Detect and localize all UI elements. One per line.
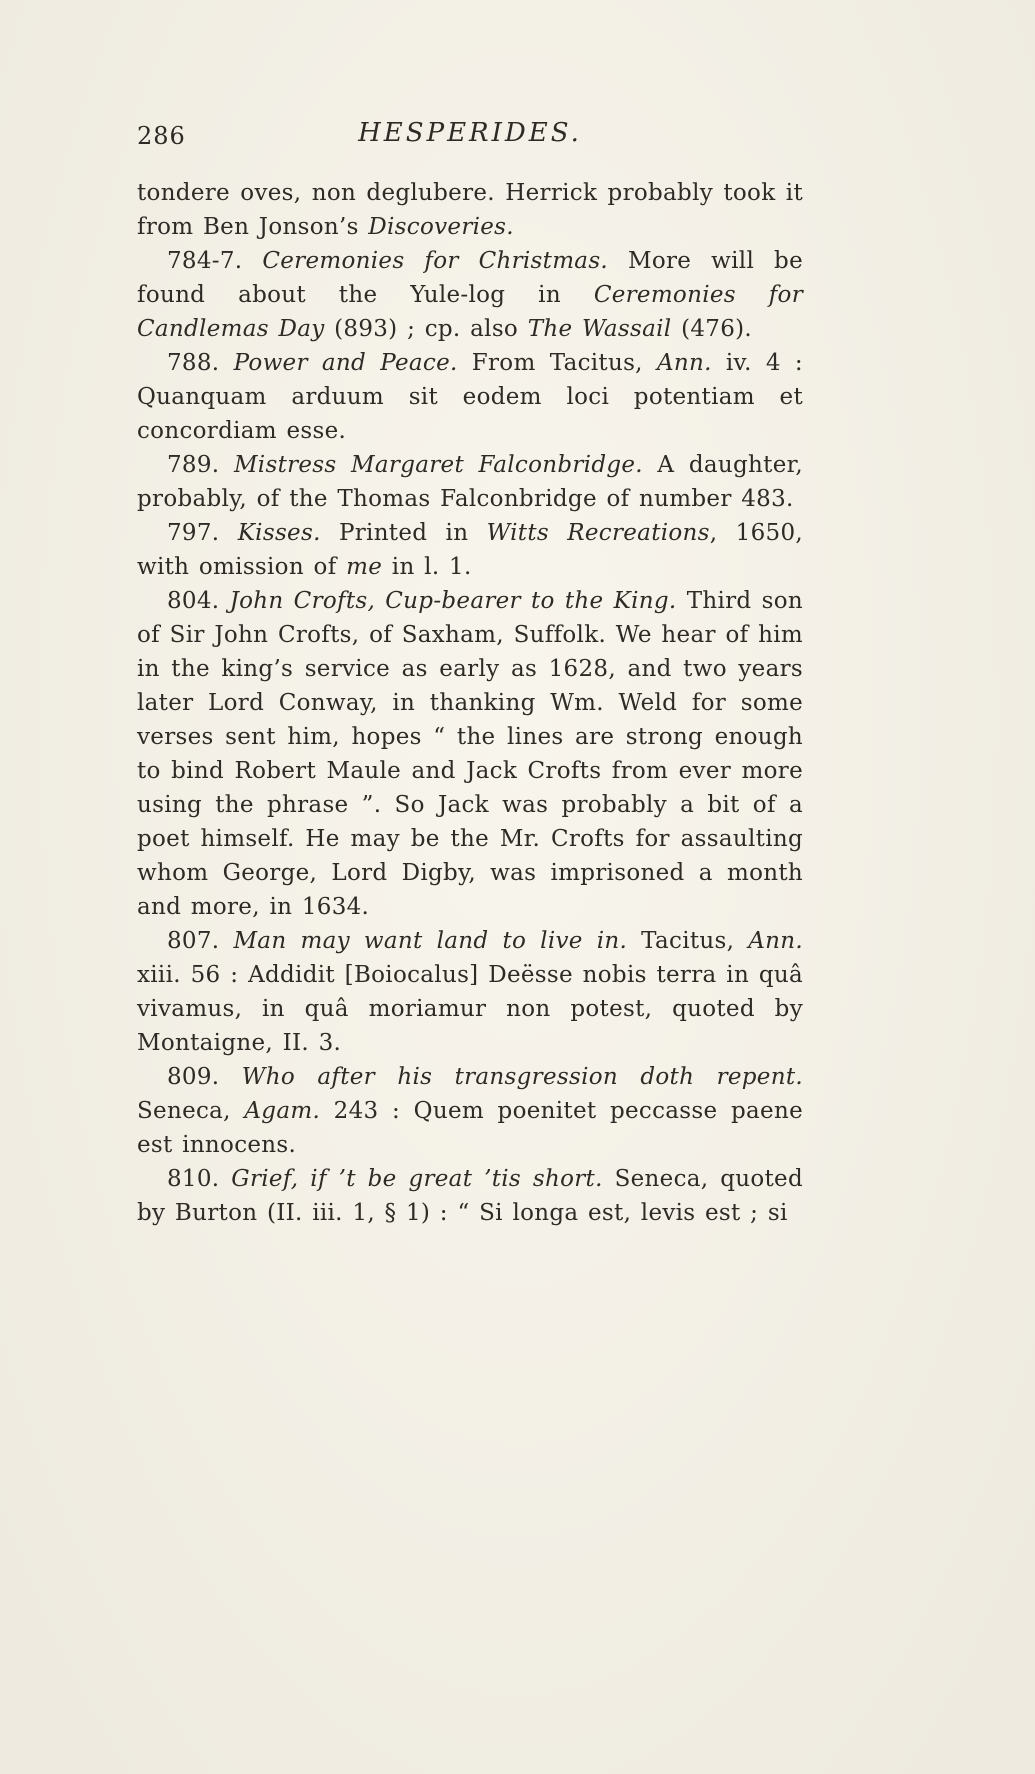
paragraph bbox=[137, 244, 803, 346]
paragraph bbox=[137, 584, 803, 924]
text-run: tondere oves, non deglubere. Herrick probably took it from Ben Jonson’s bbox=[137, 180, 803, 240]
paragraph bbox=[137, 346, 803, 448]
text-run: 810. bbox=[167, 1166, 232, 1192]
text-run: Seneca, bbox=[137, 1098, 245, 1124]
paragraph bbox=[137, 1162, 803, 1230]
text-run: Seneca, quoted by Burton (II. iii. 1, § 1) : “ Si longa est, levis est ; si bbox=[137, 1166, 803, 1226]
italic-text: me bbox=[346, 554, 383, 580]
text-run: From Tacitus, bbox=[457, 350, 657, 376]
italic-text: Ann. bbox=[656, 350, 712, 376]
page-header bbox=[137, 118, 803, 158]
text-run: 807. bbox=[167, 928, 234, 954]
text-run: , 1650, with omission of bbox=[137, 520, 803, 580]
text-run: More will be found about the Yule-log in bbox=[137, 248, 803, 308]
text-run: in l. 1. bbox=[382, 554, 472, 580]
text-run: A daughter, probably, of the Thomas Falconbridge of number 483. bbox=[137, 452, 803, 512]
text-run: xiii. 56 : Addidit [Boiocalus] Deësse nobis terra in quâ vivamus, in quâ moriamur non potest, quoted by Montaigne, II. 3. bbox=[137, 962, 803, 1056]
italic-text: The Wassail bbox=[527, 316, 672, 342]
text-run: (893) ; cp. also bbox=[324, 316, 528, 342]
paragraph bbox=[137, 176, 803, 244]
italic-text: Agam. bbox=[244, 1098, 321, 1124]
text-run: Printed in bbox=[320, 520, 487, 546]
page-body bbox=[137, 176, 803, 1230]
italic-text: Ann. bbox=[748, 928, 804, 954]
page-number: 286 bbox=[137, 122, 186, 150]
text-run: 784-7. bbox=[167, 248, 263, 274]
italic-text: John Crofts, Cup-bearer to the King. bbox=[229, 588, 677, 614]
text-run: 788. bbox=[167, 350, 234, 376]
paragraph bbox=[137, 516, 803, 584]
text-run: 809. bbox=[167, 1064, 242, 1090]
italic-text: Ceremonies for Christmas. bbox=[262, 248, 609, 274]
running-title: HESPERIDES. bbox=[358, 118, 582, 148]
italic-text: Witts Recreations bbox=[486, 520, 710, 546]
text-run: 797. bbox=[167, 520, 238, 546]
paragraph bbox=[137, 448, 803, 516]
italic-text: Man may want land to live in. bbox=[233, 928, 628, 954]
italic-text: Discoveries. bbox=[368, 214, 514, 240]
text-run: (476). bbox=[671, 316, 753, 342]
text-run: Third son of Sir John Crofts, of Saxham, Suffolk. We hear of him in the king’s service as early as 1628, and two years later Lord Conway, in thanking Wm. Weld for some verses sent him, hopes “ the lines are strong enough to bind Robert Maule and Jack Crofts from ever more using the phrase ”. So Jack was probably a bit of a poet himself. He may be the Mr. Crofts for assaulting whom George, Lord Digby, was imprisoned a month and more, in 1634. bbox=[137, 588, 803, 920]
italic-text: Grief, if ’t be great ’tis short. bbox=[231, 1166, 603, 1192]
text-run: Tacitus, bbox=[627, 928, 749, 954]
italic-text: Who after his transgression doth repent. bbox=[241, 1064, 803, 1090]
italic-text: Power and Peace. bbox=[233, 350, 458, 376]
italic-text: Kisses. bbox=[237, 520, 321, 546]
text-run: 789. bbox=[167, 452, 234, 478]
paragraph bbox=[137, 1060, 803, 1162]
text-run: 243 : Quem poenitet peccasse paene est innocens. bbox=[137, 1098, 803, 1158]
italic-text: Mistress Margaret Falconbridge. bbox=[233, 452, 643, 478]
text-run: 804. bbox=[167, 588, 230, 614]
text-run: iv. 4 : Quanquam arduum sit eodem loci potentiam et concordiam esse. bbox=[137, 350, 803, 444]
paragraph bbox=[137, 924, 803, 1060]
italic-text: Ceremonies for Candlemas Day bbox=[137, 282, 803, 342]
